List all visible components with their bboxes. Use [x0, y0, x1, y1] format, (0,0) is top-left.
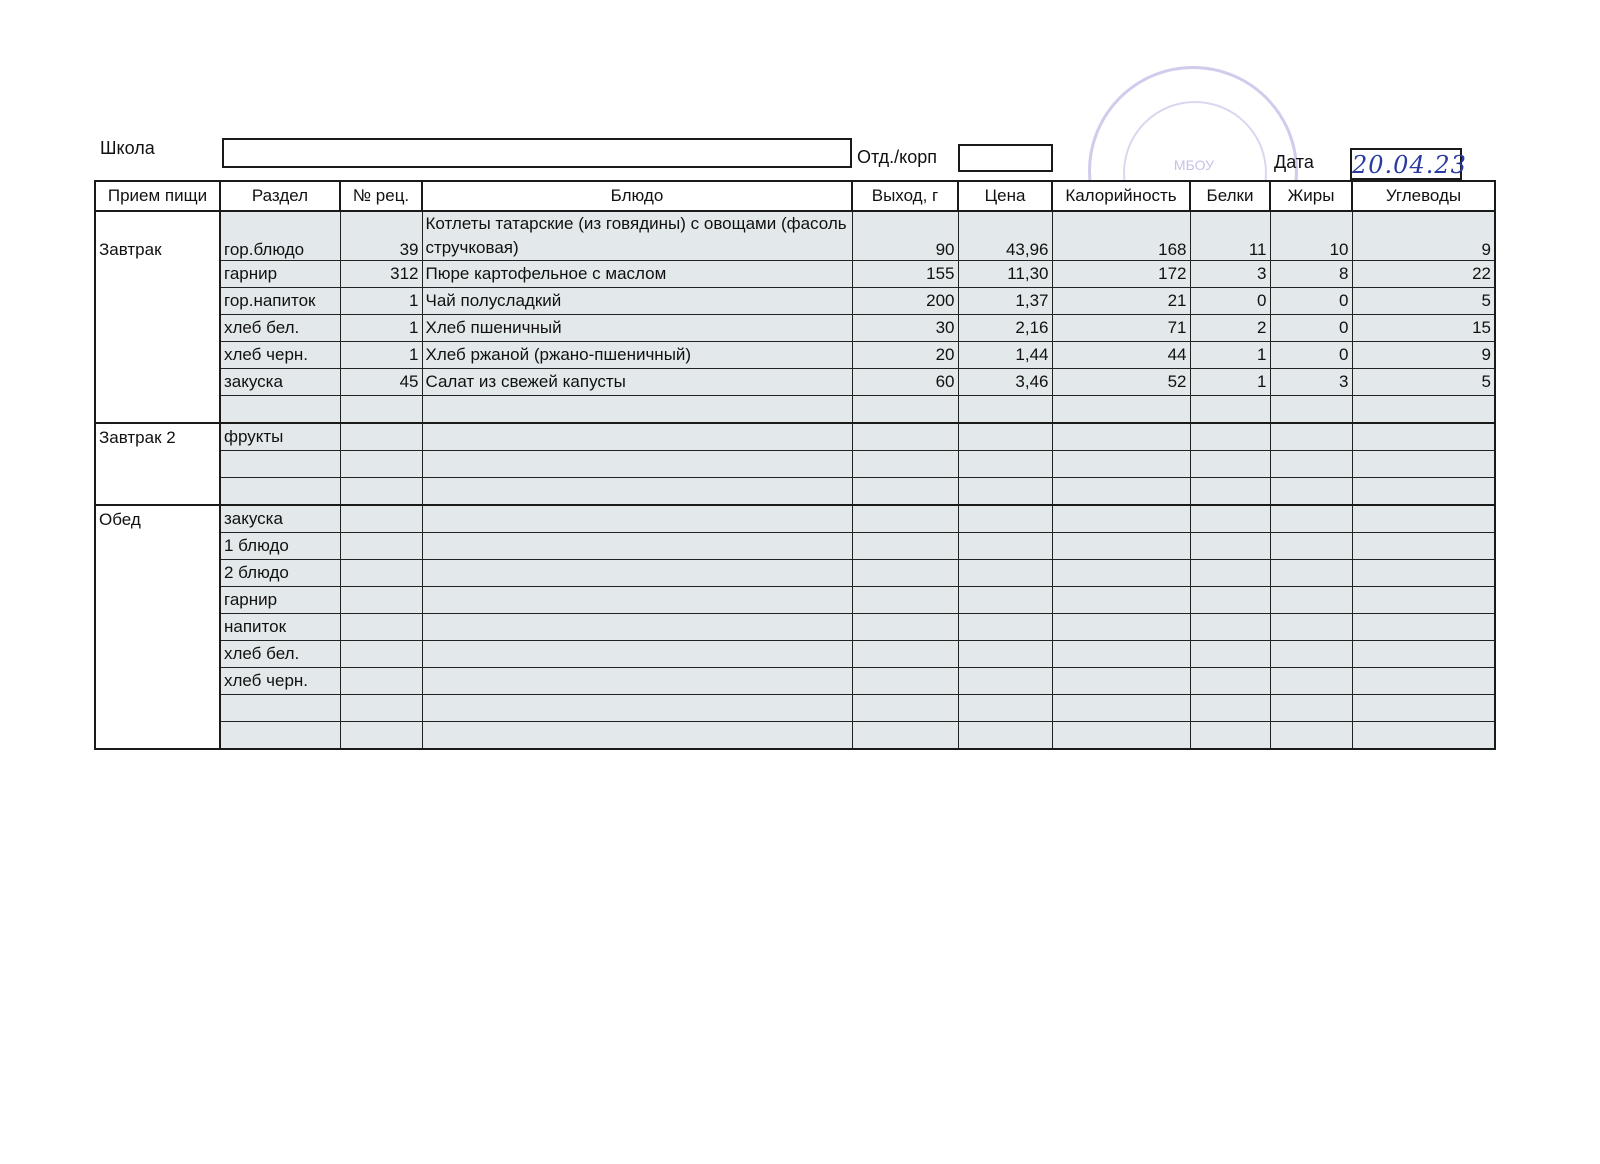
protein-cell[interactable]: 1 [1190, 369, 1270, 396]
dept-label: Отд./корп [857, 147, 937, 167]
fat-cell[interactable]: 0 [1270, 288, 1352, 315]
col-header-recipe: № рец. [340, 181, 422, 211]
table-row [95, 211, 1495, 261]
carbs-cell[interactable] [1352, 560, 1495, 587]
section-cell[interactable]: гор.блюдо [220, 211, 340, 261]
yield-cell[interactable] [852, 695, 958, 722]
price-cell[interactable] [958, 668, 1052, 695]
recipe-cell[interactable] [340, 560, 422, 587]
price-cell[interactable] [958, 423, 1052, 451]
carbs-cell[interactable] [1352, 722, 1495, 750]
price-cell[interactable] [958, 451, 1052, 478]
menu-table [94, 180, 1496, 750]
yield-cell[interactable]: 60 [852, 369, 958, 396]
recipe-cell[interactable]: 1 [340, 288, 422, 315]
dish-cell[interactable]: Салат из свежей капусты [422, 369, 852, 396]
dish-cell[interactable] [422, 478, 852, 506]
dish-cell[interactable] [422, 641, 852, 668]
col-header-dish: Блюдо [422, 181, 852, 211]
col-header-protein: Белки [1190, 181, 1270, 211]
table-row [95, 641, 1495, 668]
dish-cell[interactable] [422, 451, 852, 478]
section-cell[interactable]: закуска [220, 369, 340, 396]
recipe-cell[interactable] [340, 614, 422, 641]
section-cell[interactable]: гарнир [220, 261, 340, 288]
col-header-price: Цена [958, 181, 1052, 211]
fat-cell[interactable] [1270, 587, 1352, 614]
dish-cell[interactable]: Хлеб пшеничный [422, 315, 852, 342]
carbs-cell[interactable]: 5 [1352, 369, 1495, 396]
dish-cell[interactable] [422, 722, 852, 750]
kcal-cell[interactable]: 168 [1052, 211, 1190, 261]
fat-cell[interactable] [1270, 614, 1352, 641]
carbs-cell[interactable] [1352, 695, 1495, 722]
recipe-cell[interactable] [340, 587, 422, 614]
fat-cell[interactable] [1270, 505, 1352, 533]
recipe-cell[interactable] [340, 478, 422, 506]
recipe-cell[interactable] [340, 505, 422, 533]
table-row [95, 478, 1495, 506]
kcal-cell[interactable] [1052, 478, 1190, 506]
carbs-cell[interactable] [1352, 641, 1495, 668]
fat-cell[interactable] [1270, 560, 1352, 587]
col-header-yield: Выход, г [852, 181, 958, 211]
protein-cell[interactable] [1190, 533, 1270, 560]
section-cell[interactable]: 2 блюдо [220, 560, 340, 587]
carbs-cell[interactable]: 22 [1352, 261, 1495, 288]
protein-cell[interactable] [1190, 478, 1270, 506]
section-cell[interactable]: хлеб бел. [220, 641, 340, 668]
kcal-cell[interactable]: 21 [1052, 288, 1190, 315]
kcal-cell[interactable] [1052, 722, 1190, 750]
recipe-cell[interactable] [340, 396, 422, 424]
price-cell[interactable]: 3,46 [958, 369, 1052, 396]
dish-cell[interactable] [422, 587, 852, 614]
fat-cell[interactable] [1270, 722, 1352, 750]
dish-cell[interactable] [422, 614, 852, 641]
fat-cell[interactable]: 10 [1270, 211, 1352, 261]
price-cell[interactable]: 2,16 [958, 315, 1052, 342]
yield-cell[interactable] [852, 641, 958, 668]
price-cell[interactable] [958, 533, 1052, 560]
price-cell[interactable] [958, 722, 1052, 750]
carbs-cell[interactable]: 9 [1352, 211, 1495, 261]
price-cell[interactable] [958, 587, 1052, 614]
price-cell[interactable]: 43,96 [958, 211, 1052, 261]
fat-cell[interactable] [1270, 451, 1352, 478]
price-cell[interactable] [958, 396, 1052, 424]
price-cell[interactable] [958, 695, 1052, 722]
carbs-cell[interactable] [1352, 478, 1495, 506]
table-row [95, 315, 1495, 342]
price-cell[interactable] [958, 614, 1052, 641]
recipe-cell[interactable]: 39 [340, 211, 422, 261]
kcal-cell[interactable] [1052, 614, 1190, 641]
carbs-cell[interactable]: 5 [1352, 288, 1495, 315]
meal-lunch: Обед [95, 505, 220, 749]
section-cell[interactable]: напиток [220, 614, 340, 641]
carbs-cell[interactable] [1352, 668, 1495, 695]
table-row [95, 587, 1495, 614]
protein-cell[interactable] [1190, 396, 1270, 424]
kcal-cell[interactable] [1052, 533, 1190, 560]
col-header-kcal: Калорийность [1052, 181, 1190, 211]
yield-cell[interactable] [852, 722, 958, 750]
yield-cell[interactable] [852, 668, 958, 695]
date-field[interactable]: 20.04.23 [1350, 148, 1462, 180]
price-cell[interactable]: 1,44 [958, 342, 1052, 369]
yield-cell[interactable]: 200 [852, 288, 958, 315]
yield-cell[interactable] [852, 587, 958, 614]
kcal-cell[interactable] [1052, 641, 1190, 668]
protein-cell[interactable] [1190, 505, 1270, 533]
protein-cell[interactable]: 11 [1190, 211, 1270, 261]
yield-cell[interactable]: 30 [852, 315, 958, 342]
section-cell[interactable] [220, 451, 340, 478]
school-label: Школа [100, 138, 155, 158]
carbs-cell[interactable] [1352, 505, 1495, 533]
carbs-cell[interactable] [1352, 451, 1495, 478]
kcal-cell[interactable] [1052, 396, 1190, 424]
yield-cell[interactable] [852, 396, 958, 424]
yield-cell[interactable] [852, 533, 958, 560]
yield-cell[interactable] [852, 423, 958, 451]
price-cell[interactable]: 11,30 [958, 261, 1052, 288]
meal-breakfast: Завтрак [95, 211, 220, 423]
yield-cell[interactable]: 90 [852, 211, 958, 261]
dish-cell[interactable]: Пюре картофельное с маслом [422, 261, 852, 288]
carbs-cell[interactable] [1352, 533, 1495, 560]
carbs-cell[interactable] [1352, 587, 1495, 614]
carbs-cell[interactable] [1352, 423, 1495, 451]
col-header-meal: Прием пищи [95, 181, 220, 211]
table-row [95, 288, 1495, 315]
carbs-cell[interactable] [1352, 396, 1495, 424]
dish-cell[interactable] [422, 533, 852, 560]
section-cell[interactable]: хлеб черн. [220, 342, 340, 369]
fat-cell[interactable] [1270, 423, 1352, 451]
protein-cell[interactable] [1190, 423, 1270, 451]
dish-cell[interactable]: Котлеты татарские (из говядины) с овощами (фасоль стручковая) [422, 211, 852, 261]
yield-cell[interactable] [852, 451, 958, 478]
school-field[interactable] [222, 138, 852, 168]
protein-cell[interactable] [1190, 641, 1270, 668]
recipe-cell[interactable] [340, 668, 422, 695]
kcal-cell[interactable] [1052, 668, 1190, 695]
protein-cell[interactable]: 2 [1190, 315, 1270, 342]
recipe-cell[interactable] [340, 722, 422, 750]
table-row [95, 614, 1495, 641]
fat-cell[interactable]: 0 [1270, 342, 1352, 369]
dish-cell[interactable]: Чай полусладкий [422, 288, 852, 315]
recipe-cell[interactable] [340, 451, 422, 478]
dish-cell[interactable] [422, 505, 852, 533]
table-row [95, 423, 1495, 451]
kcal-cell[interactable] [1052, 505, 1190, 533]
table-row [95, 261, 1495, 288]
protein-cell[interactable] [1190, 560, 1270, 587]
recipe-cell[interactable]: 1 [340, 315, 422, 342]
yield-cell[interactable] [852, 614, 958, 641]
fat-cell[interactable] [1270, 478, 1352, 506]
kcal-cell[interactable] [1052, 451, 1190, 478]
protein-cell[interactable] [1190, 695, 1270, 722]
price-cell[interactable] [958, 505, 1052, 533]
table-row [95, 342, 1495, 369]
yield-cell[interactable] [852, 478, 958, 506]
fat-cell[interactable] [1270, 533, 1352, 560]
table-row [95, 560, 1495, 587]
protein-cell[interactable] [1190, 451, 1270, 478]
meal-breakfast-2: Завтрак 2 [95, 423, 220, 505]
section-cell[interactable] [220, 722, 340, 750]
recipe-cell[interactable]: 1 [340, 342, 422, 369]
recipe-cell[interactable] [340, 641, 422, 668]
dept-field[interactable] [958, 144, 1053, 172]
protein-cell[interactable]: 1 [1190, 342, 1270, 369]
section-cell[interactable]: 1 блюдо [220, 533, 340, 560]
fat-cell[interactable] [1270, 668, 1352, 695]
recipe-cell[interactable] [340, 423, 422, 451]
fat-cell[interactable]: 8 [1270, 261, 1352, 288]
carbs-cell[interactable]: 15 [1352, 315, 1495, 342]
dish-cell[interactable] [422, 560, 852, 587]
price-cell[interactable]: 1,37 [958, 288, 1052, 315]
protein-cell[interactable]: 3 [1190, 261, 1270, 288]
recipe-cell[interactable]: 45 [340, 369, 422, 396]
fat-cell[interactable] [1270, 641, 1352, 668]
price-cell[interactable] [958, 560, 1052, 587]
section-cell[interactable] [220, 396, 340, 424]
table-row [95, 505, 1495, 533]
table-row [95, 451, 1495, 478]
kcal-cell[interactable]: 172 [1052, 261, 1190, 288]
yield-cell[interactable] [852, 560, 958, 587]
protein-cell[interactable]: 0 [1190, 288, 1270, 315]
yield-cell[interactable]: 20 [852, 342, 958, 369]
recipe-cell[interactable] [340, 695, 422, 722]
fat-cell[interactable]: 0 [1270, 315, 1352, 342]
recipe-cell[interactable] [340, 533, 422, 560]
table-row [95, 396, 1495, 424]
dish-cell[interactable] [422, 423, 852, 451]
table-row [95, 695, 1495, 722]
kcal-cell[interactable] [1052, 587, 1190, 614]
yield-cell[interactable] [852, 505, 958, 533]
protein-cell[interactable] [1190, 668, 1270, 695]
yield-cell[interactable]: 155 [852, 261, 958, 288]
section-cell[interactable]: закуска [220, 505, 340, 533]
protein-cell[interactable] [1190, 722, 1270, 750]
price-cell[interactable] [958, 478, 1052, 506]
kcal-cell[interactable] [1052, 695, 1190, 722]
table-row [95, 533, 1495, 560]
date-label: Дата [1274, 152, 1314, 172]
kcal-cell[interactable]: 52 [1052, 369, 1190, 396]
dish-cell[interactable] [422, 695, 852, 722]
protein-cell[interactable] [1190, 587, 1270, 614]
kcal-cell[interactable]: 71 [1052, 315, 1190, 342]
col-header-carbs: Углеводы [1352, 181, 1495, 211]
table-row [95, 668, 1495, 695]
dish-cell[interactable]: Хлеб ржаной (ржано-пшеничный) [422, 342, 852, 369]
table-row [95, 369, 1495, 396]
fat-cell[interactable] [1270, 396, 1352, 424]
fat-cell[interactable] [1270, 695, 1352, 722]
kcal-cell[interactable]: 44 [1052, 342, 1190, 369]
dish-cell[interactable] [422, 396, 852, 424]
price-cell[interactable] [958, 641, 1052, 668]
section-cell[interactable]: хлеб бел. [220, 315, 340, 342]
protein-cell[interactable] [1190, 614, 1270, 641]
col-header-fat: Жиры [1270, 181, 1352, 211]
dish-cell[interactable] [422, 668, 852, 695]
section-cell[interactable] [220, 695, 340, 722]
carbs-cell[interactable]: 9 [1352, 342, 1495, 369]
fat-cell[interactable]: 3 [1270, 369, 1352, 396]
kcal-cell[interactable] [1052, 423, 1190, 451]
section-cell[interactable]: фрукты [220, 423, 340, 451]
section-cell[interactable]: гор.напиток [220, 288, 340, 315]
section-cell[interactable]: хлеб черн. [220, 668, 340, 695]
table-header [95, 181, 1495, 211]
col-header-section: Раздел [220, 181, 340, 211]
seal-text: МБОУ [1173, 157, 1215, 173]
section-cell[interactable]: гарнир [220, 587, 340, 614]
kcal-cell[interactable] [1052, 560, 1190, 587]
recipe-cell[interactable]: 312 [340, 261, 422, 288]
carbs-cell[interactable] [1352, 614, 1495, 641]
table-row [95, 722, 1495, 750]
section-cell[interactable] [220, 478, 340, 506]
